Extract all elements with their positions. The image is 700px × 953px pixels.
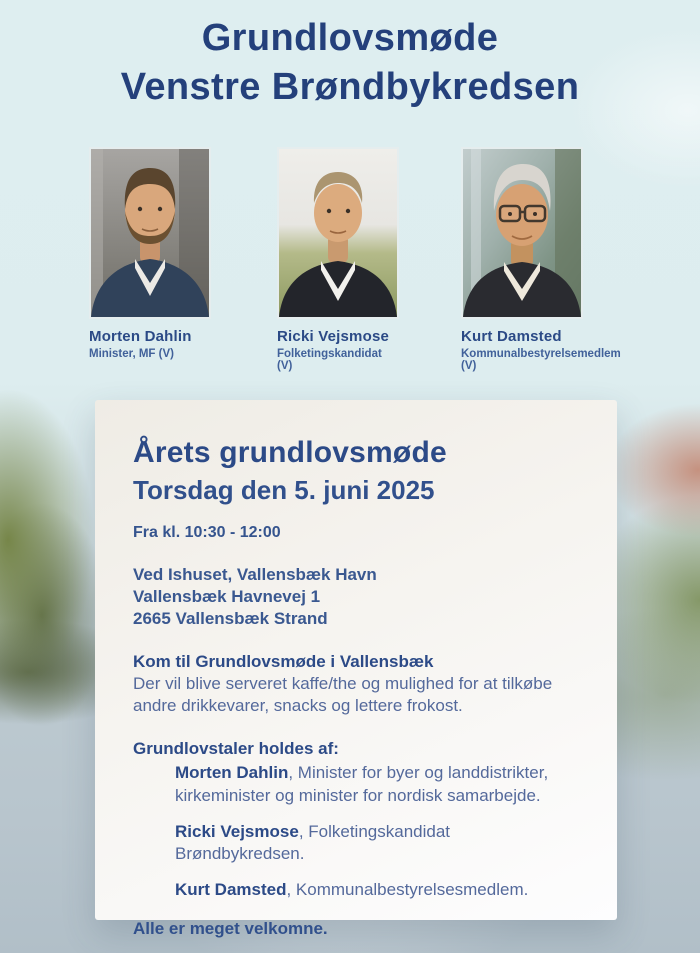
event-title: [0, 14, 700, 111]
speaker-entry-name: Kurt Damsted: [175, 879, 287, 899]
speaker-role: Minister, MF (V): [89, 348, 174, 360]
event-info-card: [95, 400, 617, 938]
portrait-caption: [461, 328, 621, 372]
portrait-caption: [277, 328, 399, 372]
event-title-line2: Venstre Brøndbykredsen: [120, 65, 580, 108]
speaker-name: Ricki Vejsmose: [277, 328, 390, 345]
speaker-name: Morten Dahlin: [89, 328, 192, 345]
card-time: Fra kl. 10:30 - 12:00: [133, 524, 281, 541]
speaker-entry: [175, 879, 580, 901]
card-date: Torsdag den 5. juni 2025: [133, 475, 435, 505]
venue-address: [133, 564, 581, 630]
venue-line: 2665 Vallensbæk Strand: [133, 609, 328, 629]
portrait-photo-kurt-damsted: [461, 147, 583, 319]
speaker-card-ricki-vejsmose: [277, 147, 399, 372]
closing-text: Alle er meget velkomne.: [133, 918, 328, 938]
speaker-card-kurt-damsted: [461, 147, 621, 372]
card-heading: Årets grundlovsmøde: [133, 436, 447, 469]
portrait-photo-ricki-vejsmose: [277, 147, 399, 319]
speaker-entry-desc: , Folketingskandidat Brøndbykredsen.: [175, 821, 451, 863]
speaker-card-morten-dahlin: [89, 147, 211, 360]
speaker-role: Folketingskandidat (V): [277, 348, 382, 372]
speaker-entry-desc: , Minister for byer og landdistrikter, kirkeminister og minister for nordisk samarbejde.: [175, 763, 549, 805]
speaker-name: Kurt Damsted: [461, 328, 562, 345]
speakers-heading: Grundlovstaler holdes af:: [133, 739, 339, 759]
invite-text: Der vil blive serveret kaffe/the og mulighed for at tilkøbe andre drikkevarer, snacks og lettere frokost.: [133, 674, 553, 716]
venue-line: Ved Ishuset, Vallensbæk Havn: [133, 565, 377, 584]
portrait-caption: [89, 328, 211, 360]
speaker-entry: [175, 821, 580, 865]
venue-line: Vallensbæk Havnevej 1: [133, 587, 321, 607]
speaker-entry: [175, 762, 580, 806]
portrait-photo-morten-dahlin: [89, 147, 211, 319]
invite-heading: Kom til Grundlovsmøde i Vallensbæk: [133, 652, 434, 672]
speaker-list: [175, 762, 580, 900]
speaker-entry-desc: , Kommunalbestyrelsesmedlem.: [286, 879, 529, 899]
speaker-entry-name: Ricki Vejsmose: [175, 821, 299, 841]
speaker-entry-name: Morten Dahlin: [175, 763, 289, 783]
speaker-role: Kommunalbestyrelsemedlem (V): [461, 348, 621, 372]
event-title-line1: Grundlovsmøde: [201, 17, 499, 59]
